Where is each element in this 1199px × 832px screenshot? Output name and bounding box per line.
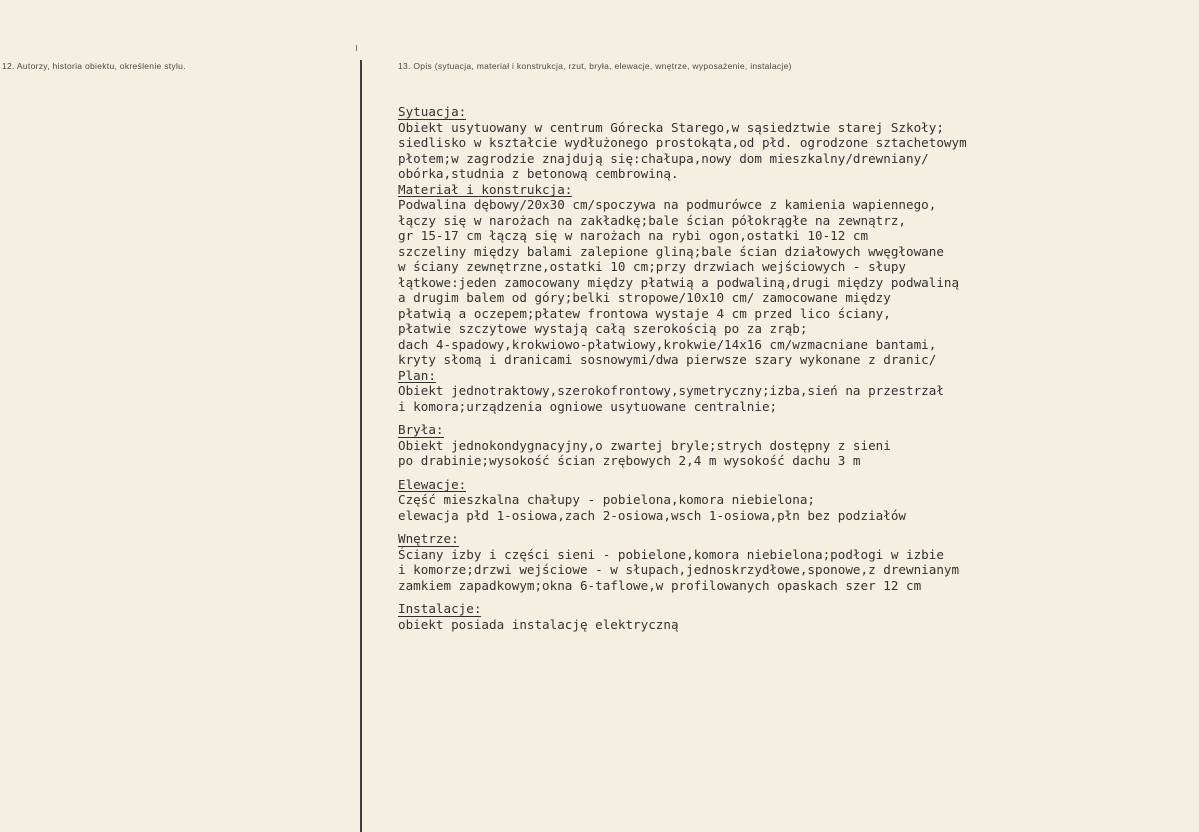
text-line: gr 15-17 cm łączą się w narożach na rybi ogon,ostatki 10-12 cm — [398, 228, 869, 243]
section-heading: Instalacje: — [398, 601, 482, 616]
margin-tick — [356, 45, 357, 51]
text-line: elewacja płd 1-osiowa,zach 2-osiowa,wsch 1-osiowa,płn bez podziałów — [398, 507, 906, 523]
text-line: łączy się w narożach na zakładkę;bale ścian półokrągłe na zewnątrz, — [398, 212, 906, 228]
text-line: obórka,studnia z betonową cembrowiną. — [398, 166, 679, 181]
header-right-label: 13. Opis (sytuacja, materiał i konstrukcja, rzut, bryła, elewacje, wnętrze, wyposażenie, instalacje) — [398, 61, 792, 71]
text-line: w ściany zewnętrzne,ostatki 10 cm;przy drzwiach wejściowych - słupy — [398, 259, 906, 274]
text-line: a drugim balem od góry;belki stropowe/10x10 cm/ zamocowane między — [398, 290, 891, 305]
text-line: szczeliny między balami zalepione gliną;bale ścian działowych wwęgłowane — [398, 243, 944, 259]
text-line: łątkowe:jeden zamocowany między płatwią a podwaliną,drugi między podwaliną — [398, 274, 960, 290]
text-line: Część mieszkalna chałupy - pobielona,komora niebielona; — [398, 492, 816, 507]
text-line: płatwią a oczepem;płatew frontowa wystaje 4 cm przed lico ściany, — [398, 305, 891, 321]
section-plan — [398, 368, 1158, 415]
text-line: i komorze;drzwi wejściowe - w słupach,jednoskrzydłowe,sponowe,z drewnianym — [398, 562, 960, 577]
section-material — [398, 182, 1158, 368]
text-line: kryty słomą i dranicami sosnowymi/dwa pierwsze szary wykonane z dranic/ — [398, 352, 937, 367]
text-line: siedlisko w kształcie wydłużonego prostokąta,od płd. ogrodzone sztachetowym — [398, 135, 967, 150]
section-heading: Sytuacja: — [398, 104, 467, 119]
text-line: płotem;w zagrodzie znajdują się:chałupa,nowy dom mieszkalny/drewniany/ — [398, 150, 929, 166]
text-line: płatwie szczytowe wystają całą szerokością po za zrąb; — [398, 321, 808, 336]
section-heading: Materiał i konstrukcja: — [398, 181, 573, 197]
text-line: po drabinie;wysokość ścian zrębowych 2,4 m wysokość dachu 3 m — [398, 453, 861, 468]
section-instalacje — [398, 601, 1158, 632]
section-heading: Bryła: — [398, 422, 444, 437]
text-line: Obiekt usytuowany w centrum Górecka Starego,w sąsiedztwie starej Szkoły; — [398, 119, 944, 135]
column-divider — [360, 60, 362, 832]
section-wnetrze — [398, 531, 1158, 593]
section-heading: Elewacje: — [398, 476, 467, 492]
text-line: Obiekt jednotraktowy,szerokofrontowy,symetryczny;izba,sień na przestrzał — [398, 383, 944, 398]
section-elewacje — [398, 477, 1158, 524]
text-line: Podwalina dębowy/20x30 cm/spoczywa na podmurówce z kamienia wapiennego, — [398, 197, 937, 212]
text-line: obiekt posiada instalację elektryczną — [398, 616, 679, 632]
description-body — [398, 104, 1158, 632]
section-bryla — [398, 422, 1158, 469]
text-line: Ściany izby i części sieni - pobielone,komora niebielona;podłogi w izbie — [398, 546, 944, 562]
section-heading: Plan: — [398, 367, 436, 383]
text-line: dach 4-spadowy,krokwiowo-płatwiowy,krokwie/14x16 cm/wzmacniane bantami, — [398, 336, 937, 352]
section-sytuacja — [398, 104, 1158, 182]
text-line: Obiekt jednokondygnacyjny,o zwartej bryle;strych dostępny z sieni — [398, 437, 891, 453]
section-heading: Wnętrze: — [398, 531, 459, 546]
text-line: zamkiem zapadkowym;okna 6-taflowe,w profilowanych opaskach szer 12 cm — [398, 577, 922, 593]
header-left-label: 12. Autorzy, historia obiektu, określenie stylu. — [2, 61, 186, 71]
text-line: i komora;urządzenia ogniowe usytuowane centralnie; — [398, 398, 778, 414]
